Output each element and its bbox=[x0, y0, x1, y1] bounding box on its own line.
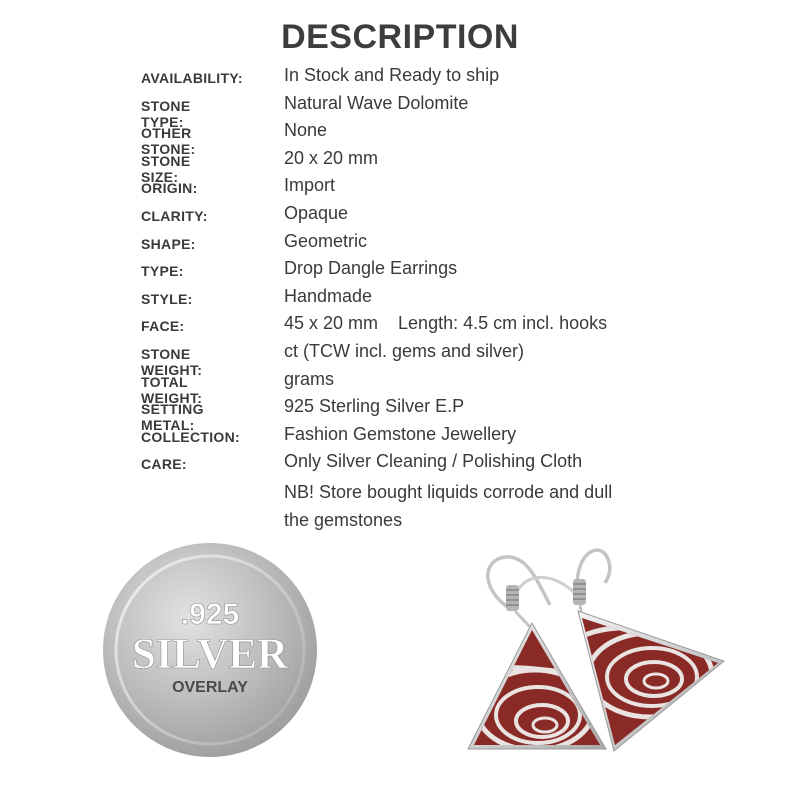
spec-label: STONE SIZE: bbox=[141, 152, 191, 185]
spec-label: OTHER STONE: bbox=[141, 125, 196, 158]
silver-overlay-badge bbox=[100, 540, 320, 760]
badge-line-overlay: OVERLAY bbox=[172, 679, 248, 696]
badge-line-silver: SILVER bbox=[131, 631, 289, 678]
earring-coil-right bbox=[573, 579, 586, 605]
care-note-line: NB! Store bought liquids corrode and dull bbox=[284, 481, 613, 502]
spec-value: Fashion Gemstone Jewellery bbox=[284, 423, 517, 444]
earring-coil-left bbox=[506, 585, 519, 611]
badge-line-925: .925 bbox=[180, 598, 240, 631]
spec-value: Opaque bbox=[284, 202, 349, 223]
spec-value: Natural Wave Dolomite bbox=[284, 92, 469, 113]
spec-label: STONE TYPE: bbox=[141, 97, 191, 130]
spec-label: STONE WEIGHT: bbox=[141, 345, 203, 378]
spec-value: 45 x 20 mm Length: 4.5 cm incl. hooks bbox=[284, 313, 608, 334]
spec-label: TYPE: bbox=[141, 263, 184, 280]
spec-label: COLLECTION: bbox=[141, 428, 240, 445]
spec-label: CARE: bbox=[141, 456, 187, 473]
spec-value: Only Silver Cleaning / Polishing Cloth bbox=[284, 451, 583, 472]
spec-label: AVAILABILITY: bbox=[141, 70, 243, 86]
spec-value: 20 x 20 mm bbox=[284, 147, 379, 168]
spec-label: STYLE: bbox=[141, 290, 193, 307]
spec-label: ORIGIN: bbox=[141, 180, 198, 197]
spec-value: ct (TCW incl. gems and silver) bbox=[284, 340, 525, 361]
spec-value: None bbox=[284, 120, 328, 141]
care-note-line: the gemstones bbox=[284, 509, 403, 530]
spec-value: Drop Dangle Earrings bbox=[284, 258, 458, 279]
spec-label: CLARITY: bbox=[141, 207, 208, 224]
spec-label: FACE: bbox=[141, 318, 185, 335]
page-title: DESCRIPTION bbox=[281, 18, 519, 56]
spec-label: SETTING METAL: bbox=[141, 401, 204, 434]
earrings-image bbox=[460, 535, 735, 760]
spec-label: TOTAL WEIGHT: bbox=[141, 373, 203, 406]
spec-value: Geometric bbox=[284, 230, 368, 251]
spec-label: SHAPE: bbox=[141, 235, 196, 252]
spec-value: Import bbox=[284, 175, 336, 196]
spec-value: Handmade bbox=[284, 285, 373, 306]
spec-value: 925 Sterling Silver E.P bbox=[284, 396, 465, 417]
spec-value: In Stock and Ready to ship bbox=[284, 65, 500, 85]
spec-value: grams bbox=[284, 368, 335, 389]
